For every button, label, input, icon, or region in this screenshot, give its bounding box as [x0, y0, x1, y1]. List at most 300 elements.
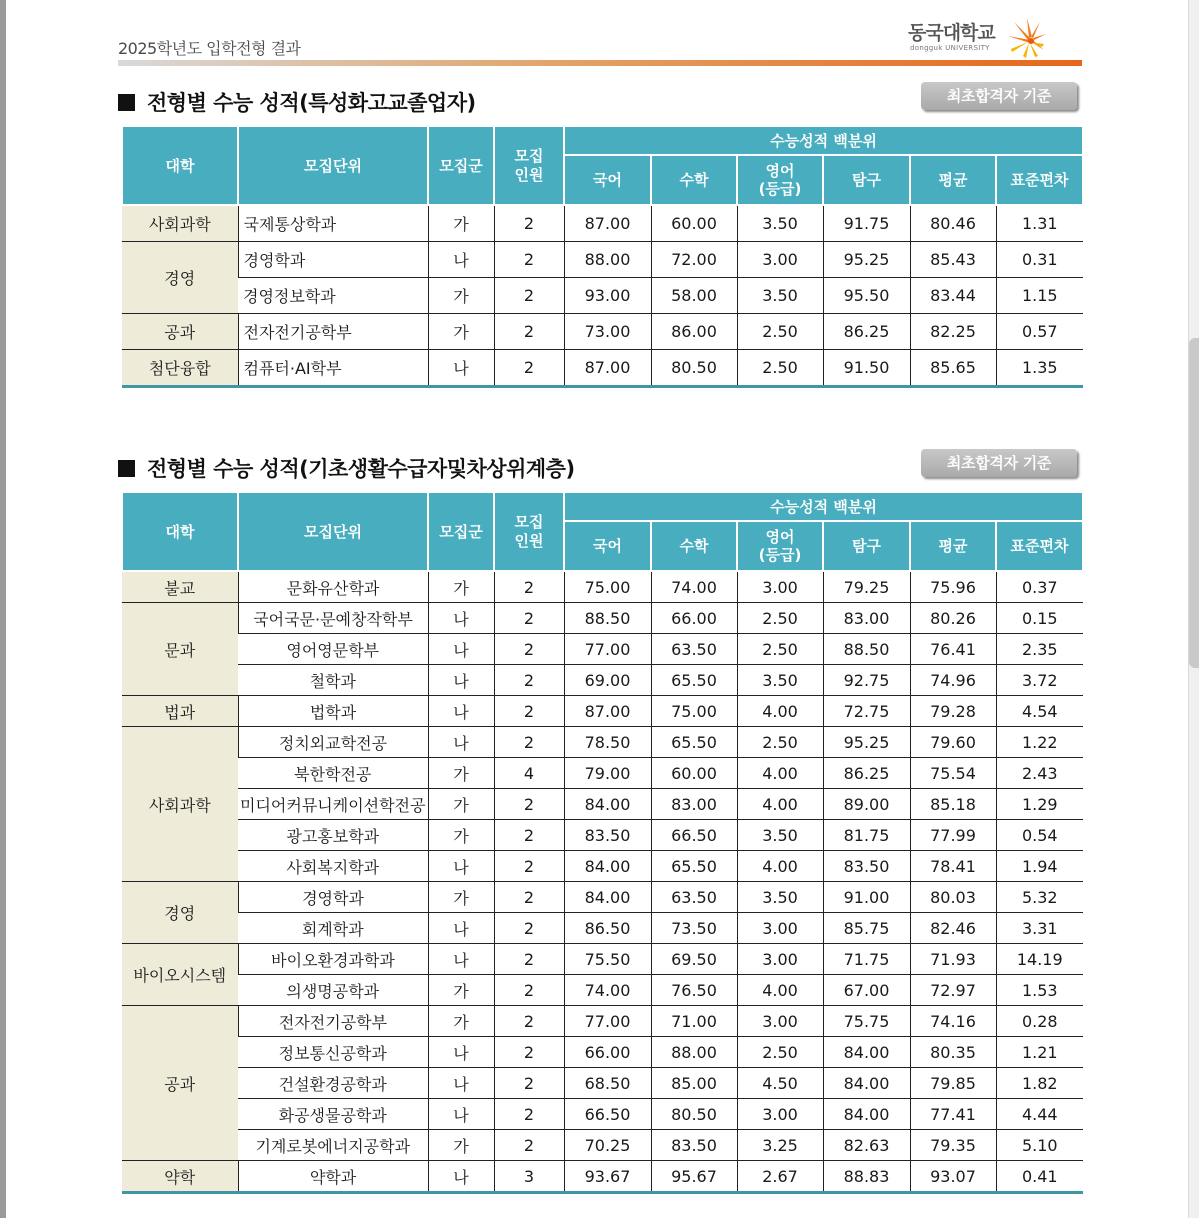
math-cell: 88.00: [651, 1037, 737, 1068]
unit-cell: 전자전기공학부: [238, 1006, 428, 1037]
stdev-cell: 0.37: [996, 571, 1083, 603]
quota-cell: 2: [494, 205, 564, 242]
math-cell: 74.00: [651, 571, 737, 603]
section-2-title: [118, 453, 575, 483]
average-cell: 79.85: [910, 1068, 996, 1099]
inquiry-cell: 91.00: [823, 882, 910, 913]
stdev-cell: 0.41: [996, 1161, 1083, 1193]
quota-cell: 2: [494, 350, 564, 387]
header-stdev: 표준편차: [996, 521, 1083, 571]
quota-cell: 2: [494, 278, 564, 314]
group-cell: 나: [428, 727, 494, 758]
inquiry-cell: 75.75: [823, 1006, 910, 1037]
stdev-cell: 14.19: [996, 944, 1083, 975]
stdev-cell: 1.15: [996, 278, 1083, 314]
inquiry-cell: 91.75: [823, 205, 910, 242]
math-cell: 66.50: [651, 820, 737, 851]
korean-cell: 86.50: [564, 913, 651, 944]
stdev-cell: 1.35: [996, 350, 1083, 387]
english-cell: 4.50: [737, 1068, 823, 1099]
math-cell: 72.00: [651, 242, 737, 278]
quota-cell: 2: [494, 727, 564, 758]
unit-cell: 건설환경공학과: [238, 1068, 428, 1099]
header-scores-percentile: 수능성적 백분위: [564, 493, 1083, 521]
group-cell: 가: [428, 205, 494, 242]
average-cell: 79.60: [910, 727, 996, 758]
english-cell: 3.00: [737, 242, 823, 278]
inquiry-cell: 71.75: [823, 944, 910, 975]
math-cell: 63.50: [651, 634, 737, 665]
average-cell: 71.93: [910, 944, 996, 975]
group-cell: 나: [428, 603, 494, 634]
korean-cell: 66.00: [564, 1037, 651, 1068]
korean-cell: 87.00: [564, 696, 651, 727]
stdev-cell: 3.31: [996, 913, 1083, 944]
table-row: [122, 205, 1083, 242]
stdev-cell: 5.10: [996, 1130, 1083, 1161]
table-row: [122, 350, 1083, 387]
english-cell: 2.50: [737, 314, 823, 350]
quota-cell: 2: [494, 882, 564, 913]
header-korean: 국어: [564, 521, 651, 571]
header-english-label: 영어: [765, 162, 795, 180]
math-cell: 80.50: [651, 1099, 737, 1130]
header-stdev: 표준편차: [996, 155, 1083, 205]
header-quota: 모집 인원: [494, 127, 564, 205]
inquiry-cell: 95.25: [823, 242, 910, 278]
group-cell: 가: [428, 975, 494, 1006]
header-inquiry: 탐구: [823, 155, 910, 205]
english-cell: 3.50: [737, 882, 823, 913]
english-cell: 4.00: [737, 696, 823, 727]
english-cell: 3.50: [737, 665, 823, 696]
group-cell: 가: [428, 1130, 494, 1161]
english-cell: 3.00: [737, 913, 823, 944]
quota-cell: 2: [494, 1068, 564, 1099]
stdev-cell: 2.43: [996, 758, 1083, 789]
average-cell: 80.35: [910, 1037, 996, 1068]
table-row: [122, 314, 1083, 350]
english-cell: 4.00: [737, 758, 823, 789]
group-cell: 나: [428, 913, 494, 944]
stdev-cell: 1.53: [996, 975, 1083, 1006]
quota-cell: 2: [494, 665, 564, 696]
average-cell: 79.35: [910, 1130, 996, 1161]
inquiry-cell: 86.25: [823, 314, 910, 350]
inquiry-cell: 67.00: [823, 975, 910, 1006]
stdev-cell: 0.28: [996, 1006, 1083, 1037]
header-divider: [118, 60, 1082, 66]
quota-cell: 2: [494, 1037, 564, 1068]
inquiry-cell: 84.00: [823, 1099, 910, 1130]
inquiry-cell: 82.63: [823, 1130, 910, 1161]
average-cell: 85.18: [910, 789, 996, 820]
stdev-cell: 3.72: [996, 665, 1083, 696]
unit-cell: 경영정보학과: [238, 278, 428, 314]
section-square-icon: [118, 94, 135, 111]
korean-cell: 77.00: [564, 634, 651, 665]
section-1-title: [118, 87, 476, 117]
quota-cell: 2: [494, 851, 564, 882]
english-cell: 3.25: [737, 1130, 823, 1161]
quota-cell: 2: [494, 1006, 564, 1037]
korean-cell: 75.00: [564, 571, 651, 603]
group-cell: 나: [428, 1161, 494, 1193]
math-cell: 60.00: [651, 758, 737, 789]
average-cell: 77.41: [910, 1099, 996, 1130]
table-row: [122, 696, 1083, 727]
stdev-cell: 1.82: [996, 1068, 1083, 1099]
college-cell: 법과: [122, 696, 238, 727]
group-cell: 나: [428, 1068, 494, 1099]
college-cell: 공과: [122, 314, 238, 350]
average-cell: 85.43: [910, 242, 996, 278]
stdev-cell: 1.21: [996, 1037, 1083, 1068]
unit-cell: 법학과: [238, 696, 428, 727]
math-cell: 76.50: [651, 975, 737, 1006]
header-quota: 모집 인원: [494, 493, 564, 571]
stdev-cell: 4.44: [996, 1099, 1083, 1130]
unit-cell: 약학과: [238, 1161, 428, 1193]
inquiry-cell: 72.75: [823, 696, 910, 727]
quota-cell: 2: [494, 820, 564, 851]
average-cell: 72.97: [910, 975, 996, 1006]
korean-cell: 68.50: [564, 1068, 651, 1099]
unit-cell: 북한학전공: [238, 758, 428, 789]
quota-cell: 2: [494, 603, 564, 634]
scrollbar-track[interactable]: [1188, 0, 1199, 1218]
unit-cell: 국어국문·문예창작학부: [238, 603, 428, 634]
average-cell: 78.41: [910, 851, 996, 882]
stdev-cell: 0.31: [996, 242, 1083, 278]
stdev-cell: 1.94: [996, 851, 1083, 882]
stdev-cell: 0.15: [996, 603, 1083, 634]
english-cell: 2.50: [737, 350, 823, 387]
math-cell: 65.50: [651, 727, 737, 758]
quota-cell: 2: [494, 944, 564, 975]
table-row: [122, 1161, 1083, 1193]
unit-cell: 바이오환경과학과: [238, 944, 428, 975]
unit-cell: 국제통상학과: [238, 205, 428, 242]
stdev-cell: 5.32: [996, 882, 1083, 913]
stdev-cell: 2.35: [996, 634, 1083, 665]
english-cell: 4.00: [737, 789, 823, 820]
group-cell: 가: [428, 278, 494, 314]
header-english-subtitle: (등급): [758, 180, 802, 198]
korean-cell: 69.00: [564, 665, 651, 696]
korean-cell: 87.00: [564, 205, 651, 242]
document-header-title: 2025학년도 입학전형 결과: [118, 39, 301, 58]
math-cell: 75.00: [651, 696, 737, 727]
results-table-specialized-high-school: [121, 127, 1084, 388]
english-cell: 2.50: [737, 634, 823, 665]
korean-cell: 88.00: [564, 242, 651, 278]
stdev-cell: 1.31: [996, 205, 1083, 242]
quota-cell: 2: [494, 696, 564, 727]
table-row: [122, 1037, 1083, 1068]
header-english: [737, 521, 823, 571]
results-table-basic-livelihood: [121, 493, 1084, 1194]
unit-cell: 정보통신공학과: [238, 1037, 428, 1068]
korean-cell: 77.00: [564, 1006, 651, 1037]
unit-cell: 경영학과: [238, 882, 428, 913]
header-unit: 모집단위: [238, 493, 428, 571]
table-row: [122, 1068, 1083, 1099]
inquiry-cell: 92.75: [823, 665, 910, 696]
math-cell: 65.50: [651, 665, 737, 696]
inquiry-cell: 83.50: [823, 851, 910, 882]
inquiry-cell: 95.50: [823, 278, 910, 314]
section-square-icon: [118, 460, 135, 477]
group-cell: 가: [428, 882, 494, 913]
english-cell: 2.67: [737, 1161, 823, 1193]
math-cell: 83.00: [651, 789, 737, 820]
group-cell: 나: [428, 242, 494, 278]
quota-cell: 2: [494, 1130, 564, 1161]
quota-cell: 2: [494, 1099, 564, 1130]
group-cell: 나: [428, 1099, 494, 1130]
average-cell: 79.28: [910, 696, 996, 727]
unit-cell: 정치외교학전공: [238, 727, 428, 758]
university-logo: [908, 16, 1048, 62]
header-group: 모집군: [428, 493, 494, 571]
header-english-label: 영어: [765, 528, 795, 546]
unit-cell: 회계학과: [238, 913, 428, 944]
math-cell: 86.00: [651, 314, 737, 350]
average-cell: 75.96: [910, 571, 996, 603]
korean-cell: 87.00: [564, 350, 651, 387]
header-college: 대학: [122, 127, 238, 205]
group-cell: 가: [428, 1006, 494, 1037]
inquiry-cell: 84.00: [823, 1037, 910, 1068]
average-cell: 82.25: [910, 314, 996, 350]
inquiry-cell: 84.00: [823, 1068, 910, 1099]
inquiry-cell: 83.00: [823, 603, 910, 634]
logo-english-text: dongguk UNIVERSITY: [910, 44, 990, 52]
english-cell: 2.50: [737, 727, 823, 758]
table-row: [122, 665, 1083, 696]
sun-emblem-icon: [1000, 16, 1048, 60]
unit-cell: 미디어커뮤니케이션학전공: [238, 789, 428, 820]
inquiry-cell: 89.00: [823, 789, 910, 820]
math-cell: 80.50: [651, 350, 737, 387]
english-cell: 3.00: [737, 1099, 823, 1130]
table-row: [122, 1099, 1083, 1130]
college-cell: 불교: [122, 571, 238, 603]
quota-cell: 2: [494, 913, 564, 944]
group-cell: 가: [428, 314, 494, 350]
english-cell: 3.00: [737, 1006, 823, 1037]
group-cell: 나: [428, 944, 494, 975]
inquiry-cell: 91.50: [823, 350, 910, 387]
quota-cell: 2: [494, 314, 564, 350]
math-cell: 58.00: [651, 278, 737, 314]
korean-cell: 84.00: [564, 789, 651, 820]
korean-cell: 75.50: [564, 944, 651, 975]
inquiry-cell: 86.25: [823, 758, 910, 789]
korean-cell: 73.00: [564, 314, 651, 350]
unit-cell: 문화유산학과: [238, 571, 428, 603]
group-cell: 가: [428, 571, 494, 603]
college-cell: 약학: [122, 1161, 238, 1193]
group-cell: 나: [428, 634, 494, 665]
stdev-cell: 1.29: [996, 789, 1083, 820]
unit-cell: 광고홍보학과: [238, 820, 428, 851]
unit-cell: 영어영문학부: [238, 634, 428, 665]
korean-cell: 93.00: [564, 278, 651, 314]
college-cell: 문과: [122, 603, 238, 696]
unit-cell: 경영학과: [238, 242, 428, 278]
table-row: [122, 1006, 1083, 1037]
average-cell: 80.03: [910, 882, 996, 913]
group-cell: 나: [428, 696, 494, 727]
header-college: 대학: [122, 493, 238, 571]
math-cell: 73.50: [651, 913, 737, 944]
header-unit: 모집단위: [238, 127, 428, 205]
college-cell: 경영: [122, 882, 238, 944]
header-scores-percentile: 수능성적 백분위: [564, 127, 1083, 155]
group-cell: 나: [428, 350, 494, 387]
math-cell: 95.67: [651, 1161, 737, 1193]
table-row: [122, 944, 1083, 975]
math-cell: 60.00: [651, 205, 737, 242]
quota-cell: 2: [494, 975, 564, 1006]
math-cell: 69.50: [651, 944, 737, 975]
average-cell: 83.44: [910, 278, 996, 314]
math-cell: 85.00: [651, 1068, 737, 1099]
college-cell: 사회과학: [122, 205, 238, 242]
scrollbar-handle[interactable]: [1189, 338, 1199, 668]
table-row: [122, 242, 1083, 278]
group-cell: 나: [428, 665, 494, 696]
stdev-cell: 1.22: [996, 727, 1083, 758]
unit-cell: 사회복지학과: [238, 851, 428, 882]
header-english: [737, 155, 823, 205]
logo-korean-text: 동국대학교: [908, 22, 995, 44]
group-cell: 가: [428, 789, 494, 820]
average-cell: 93.07: [910, 1161, 996, 1193]
stdev-cell: 4.54: [996, 696, 1083, 727]
group-cell: 나: [428, 851, 494, 882]
english-cell: 3.50: [737, 278, 823, 314]
inquiry-cell: 88.83: [823, 1161, 910, 1193]
english-cell: 3.00: [737, 944, 823, 975]
korean-cell: 88.50: [564, 603, 651, 634]
section-2-title-text: 전형별 수능 성적(기초생활수급자및차상위계층): [147, 457, 575, 481]
college-cell: 첨단융합: [122, 350, 238, 387]
quota-cell: 2: [494, 634, 564, 665]
quota-cell: 2: [494, 242, 564, 278]
korean-cell: 78.50: [564, 727, 651, 758]
college-cell: 경영: [122, 242, 238, 314]
korean-cell: 83.50: [564, 820, 651, 851]
average-cell: 77.99: [910, 820, 996, 851]
english-cell: 2.50: [737, 1037, 823, 1068]
quota-cell: 2: [494, 789, 564, 820]
average-cell: 80.26: [910, 603, 996, 634]
window-left-border: [0, 0, 6, 1218]
table-row: [122, 975, 1083, 1006]
korean-cell: 70.25: [564, 1130, 651, 1161]
unit-cell: 컴퓨터·AI학부: [238, 350, 428, 387]
table-row: [122, 913, 1083, 944]
header-average: 평균: [910, 521, 996, 571]
quota-cell: 4: [494, 758, 564, 789]
english-cell: 4.00: [737, 975, 823, 1006]
korean-cell: 66.50: [564, 1099, 651, 1130]
table-row: [122, 278, 1083, 314]
math-cell: 65.50: [651, 851, 737, 882]
quota-cell: 3: [494, 1161, 564, 1193]
table-row: [122, 851, 1083, 882]
inquiry-cell: 88.50: [823, 634, 910, 665]
stdev-cell: 0.57: [996, 314, 1083, 350]
average-cell: 75.54: [910, 758, 996, 789]
korean-cell: 84.00: [564, 882, 651, 913]
header-average: 평균: [910, 155, 996, 205]
table-row: [122, 882, 1083, 913]
table-row: [122, 758, 1083, 789]
table-row: [122, 603, 1083, 634]
unit-cell: 기계로봇에너지공학과: [238, 1130, 428, 1161]
section-2-basis-badge: 최초합격자 기준: [921, 449, 1077, 477]
english-cell: 3.00: [737, 571, 823, 603]
english-cell: 3.50: [737, 205, 823, 242]
table-row: [122, 727, 1083, 758]
average-cell: 82.46: [910, 913, 996, 944]
english-cell: 4.00: [737, 851, 823, 882]
math-cell: 66.00: [651, 603, 737, 634]
table-row: [122, 1130, 1083, 1161]
header-math: 수학: [651, 521, 737, 571]
average-cell: 76.41: [910, 634, 996, 665]
college-cell: 바이오시스템: [122, 944, 238, 1006]
header-english-subtitle: (등급): [758, 546, 802, 564]
korean-cell: 74.00: [564, 975, 651, 1006]
group-cell: 가: [428, 820, 494, 851]
inquiry-cell: 81.75: [823, 820, 910, 851]
header-math: 수학: [651, 155, 737, 205]
stdev-cell: 0.54: [996, 820, 1083, 851]
english-cell: 3.50: [737, 820, 823, 851]
korean-cell: 93.67: [564, 1161, 651, 1193]
inquiry-cell: 85.75: [823, 913, 910, 944]
unit-cell: 철학과: [238, 665, 428, 696]
table-row: [122, 789, 1083, 820]
section-1-basis-badge: 최초합격자 기준: [921, 82, 1077, 110]
table-row: [122, 634, 1083, 665]
inquiry-cell: 95.25: [823, 727, 910, 758]
section-1-title-text: 전형별 수능 성적(특성화고교졸업자): [147, 91, 476, 115]
college-cell: 공과: [122, 1006, 238, 1161]
average-cell: 74.16: [910, 1006, 996, 1037]
group-cell: 나: [428, 1037, 494, 1068]
math-cell: 63.50: [651, 882, 737, 913]
inquiry-cell: 79.25: [823, 571, 910, 603]
korean-cell: 84.00: [564, 851, 651, 882]
average-cell: 80.46: [910, 205, 996, 242]
english-cell: 2.50: [737, 603, 823, 634]
table-row: [122, 571, 1083, 603]
average-cell: 85.65: [910, 350, 996, 387]
math-cell: 83.50: [651, 1130, 737, 1161]
college-cell: 사회과학: [122, 727, 238, 882]
math-cell: 71.00: [651, 1006, 737, 1037]
header-korean: 국어: [564, 155, 651, 205]
table-row: [122, 820, 1083, 851]
average-cell: 74.96: [910, 665, 996, 696]
header-inquiry: 탐구: [823, 521, 910, 571]
